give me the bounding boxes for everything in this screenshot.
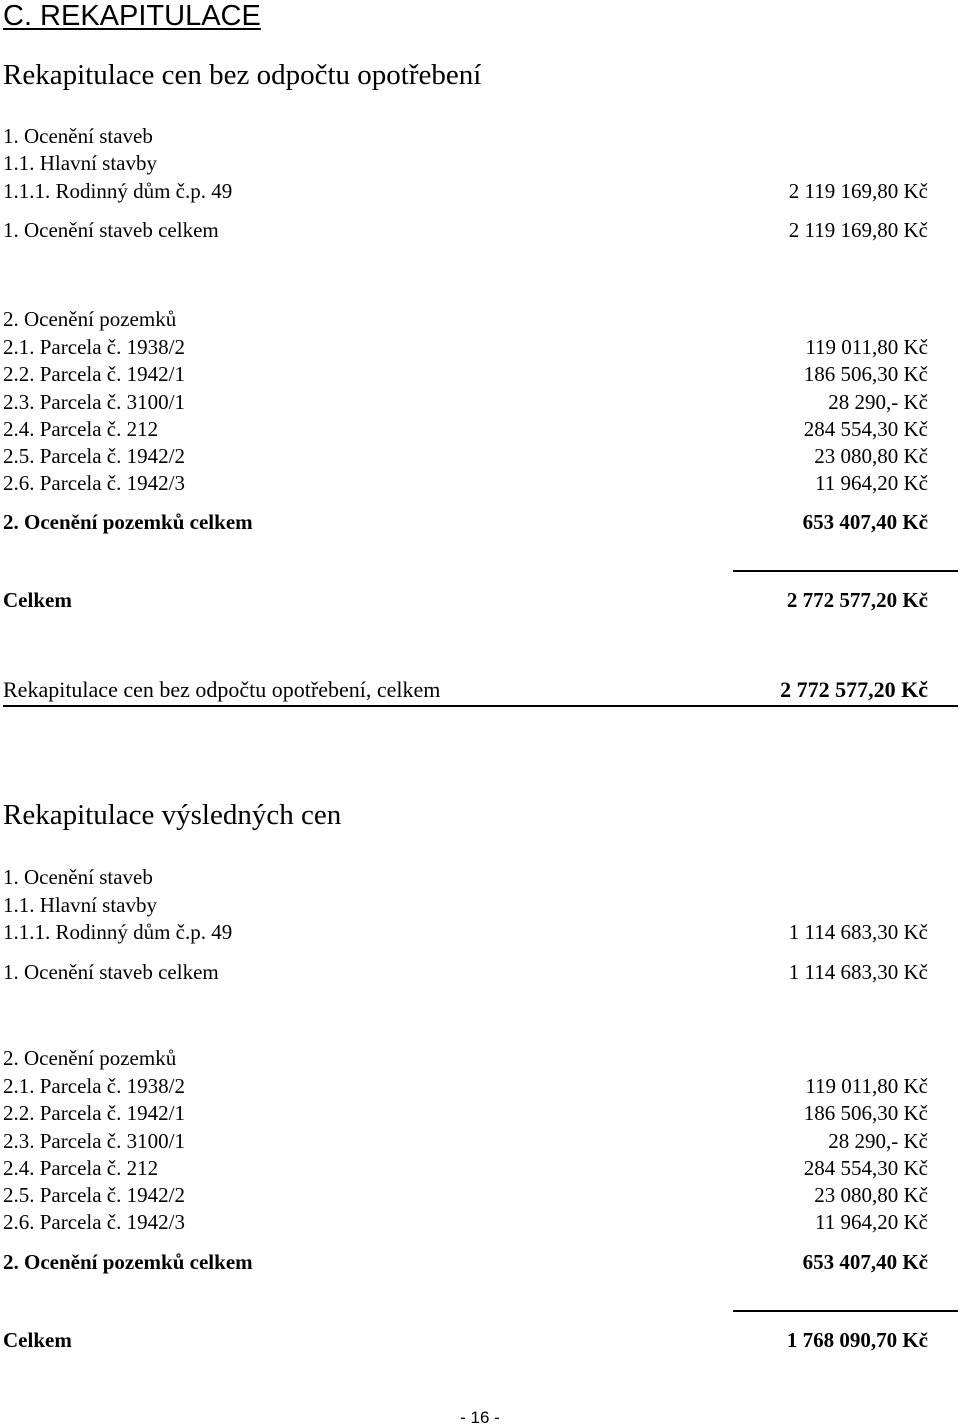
parcel-label: 2.4. Parcela č. 212 <box>3 1156 159 1180</box>
hlavni-stavby-heading: 1.1. Hlavní stavby <box>3 893 157 917</box>
section-heading: Rekapitulace cen bez odpočtu opotřebení <box>3 59 482 91</box>
document-title: C. REKAPITULACE <box>3 0 261 32</box>
parcel-amount: 11 964,20 Kč <box>815 471 928 495</box>
stavby-total-amount: 2 119 169,80 Kč <box>788 218 928 242</box>
grand-total-amount: 2 772 577,20 Kč <box>780 677 928 702</box>
sum-rule <box>733 570 958 572</box>
parcel-amount: 186 506,30 Kč <box>803 362 928 386</box>
parcel-label: 2.2. Parcela č. 1942/1 <box>3 362 185 386</box>
parcel-amount: 119 011,80 Kč <box>805 335 928 359</box>
parcel-label: 2.6. Parcela č. 1942/3 <box>3 471 185 495</box>
parcel-amount: 119 011,80 Kč <box>805 1074 928 1098</box>
parcel-label: 2.4. Parcela č. 212 <box>3 417 159 441</box>
parcel-amount: 28 290,- Kč <box>828 1129 928 1153</box>
parcel-amount: 23 080,80 Kč <box>814 1183 928 1207</box>
hlavni-stavby-heading: 1.1. Hlavní stavby <box>3 151 157 175</box>
parcel-amount: 11 964,20 Kč <box>815 1210 928 1234</box>
grand-total-rule <box>3 705 958 707</box>
pozemky-heading: 2. Ocenění pozemků <box>3 307 177 331</box>
pozemky-heading: 2. Ocenění pozemků <box>3 1046 177 1070</box>
page-number: - 16 - <box>460 1408 500 1427</box>
pozemky-total-label: 2. Ocenění pozemků celkem <box>3 1250 253 1274</box>
pozemky-total-amount: 653 407,40 Kč <box>802 510 928 534</box>
stavby-heading: 1. Ocenění staveb <box>3 865 153 889</box>
parcel-label: 2.2. Parcela č. 1942/1 <box>3 1101 185 1125</box>
parcel-amount: 284 554,30 Kč <box>803 417 928 441</box>
parcel-label: 2.6. Parcela č. 1942/3 <box>3 1210 185 1234</box>
item-label: 1.1.1. Rodinný dům č.p. 49 <box>3 179 233 203</box>
parcel-label: 2.5. Parcela č. 1942/2 <box>3 444 185 468</box>
stavby-total-amount: 1 114 683,30 Kč <box>788 960 928 984</box>
sum-rule <box>733 1310 958 1312</box>
celkem-amount: 2 772 577,20 Kč <box>786 588 928 612</box>
parcel-amount: 28 290,- Kč <box>828 390 928 414</box>
grand-total-label: Rekapitulace cen bez odpočtu opotřebení, celkem <box>3 677 441 702</box>
parcel-label: 2.3. Parcela č. 3100/1 <box>3 390 185 414</box>
section-heading: Rekapitulace výsledných cen <box>3 799 342 831</box>
pozemky-total-amount: 653 407,40 Kč <box>802 1250 928 1274</box>
stavby-total-label: 1. Ocenění staveb celkem <box>3 960 219 984</box>
item-label: 1.1.1. Rodinný dům č.p. 49 <box>3 920 233 944</box>
parcel-label: 2.5. Parcela č. 1942/2 <box>3 1183 185 1207</box>
parcel-amount: 23 080,80 Kč <box>814 444 928 468</box>
item-amount: 1 114 683,30 Kč <box>788 920 928 944</box>
parcel-label: 2.1. Parcela č. 1938/2 <box>3 335 185 359</box>
celkem-label: Celkem <box>3 588 72 612</box>
stavby-heading: 1. Ocenění staveb <box>3 124 153 148</box>
item-amount: 2 119 169,80 Kč <box>788 179 928 203</box>
parcel-amount: 284 554,30 Kč <box>803 1156 928 1180</box>
parcel-label: 2.1. Parcela č. 1938/2 <box>3 1074 185 1098</box>
pozemky-total-label: 2. Ocenění pozemků celkem <box>3 510 253 534</box>
stavby-total-label: 1. Ocenění staveb celkem <box>3 218 219 242</box>
celkem-amount: 1 768 090,70 Kč <box>786 1328 928 1352</box>
parcel-amount: 186 506,30 Kč <box>803 1101 928 1125</box>
parcel-label: 2.3. Parcela č. 3100/1 <box>3 1129 185 1153</box>
celkem-label: Celkem <box>3 1328 72 1352</box>
